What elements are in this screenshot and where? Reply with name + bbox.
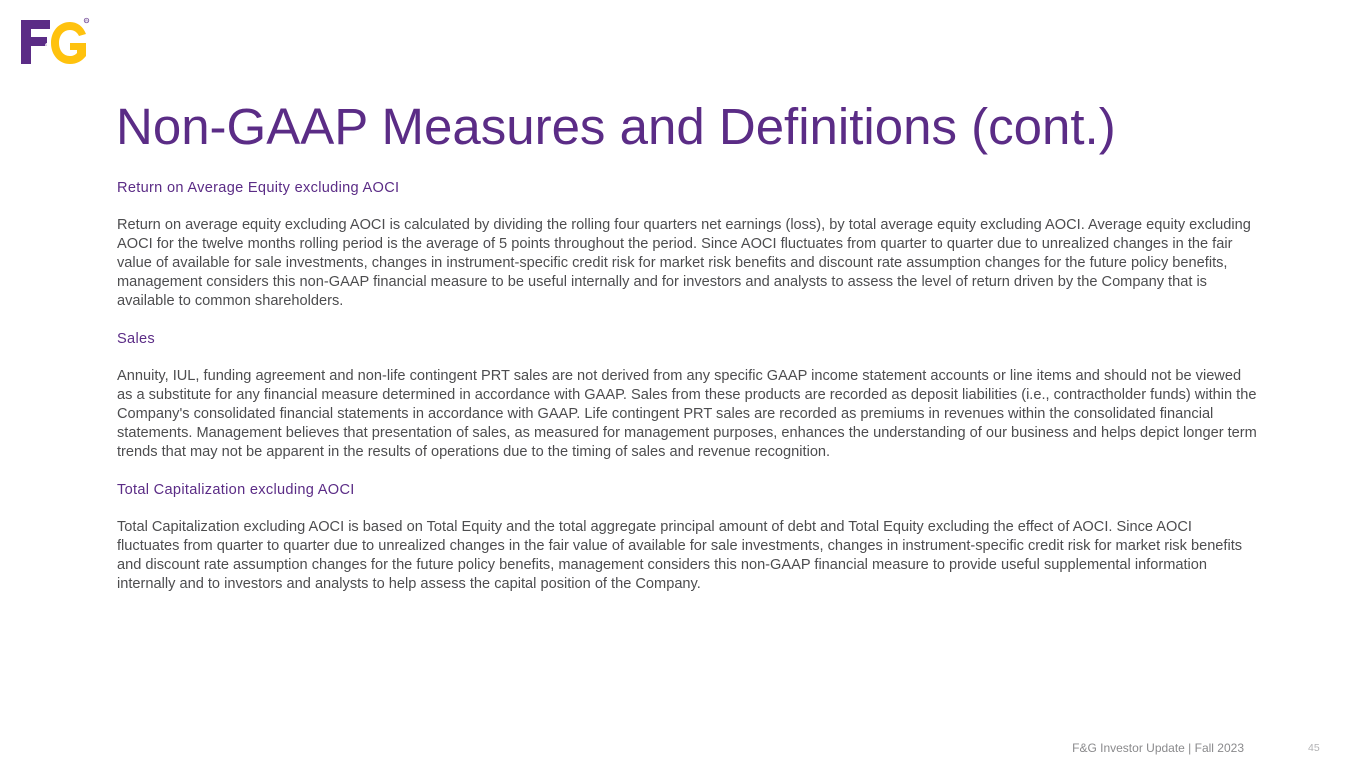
section-heading: Sales <box>117 331 156 347</box>
section-body: Total Capitalization excluding AOCI is based on Total Equity and the total aggregate principal amount of debt and Total Equity excluding the effect of AOCI. Since AOCI fluctuates from quarter to quarter due to unrealized changes in the fair value of available for sale investments, changes in instrument-specific credit risk for market risk benefits and discount rate assumption changes for the future policy benefits, management considers this non-GAAP financial measure to provide useful supplemental information internally and to investors and analysts to help assess the capital position of the Company. <box>117 519 1243 592</box>
section-body: Return on average equity excluding AOCI is calculated by dividing the rolling four quarters net earnings (loss), by total average equity excluding AOCI. Average equity excluding AOCI for the twelve months rolling period is the average of 5 points throughout the period. Since AOCI fluctuates from quarter to quarter due to unrealized changes in the fair value of available for sale investments, changes in instrument-specific credit risk for market risk benefits and discount rate assumption changes for the future policy benefits, management considers this non-GAAP financial measure to be useful internally and for investors and analysts to assess the level of return driven by the Company that is available to common shareholders. <box>117 217 1251 309</box>
section-roae <box>117 178 1257 311</box>
section-total-capitalization <box>117 480 1257 594</box>
section-body: Annuity, IUL, funding agreement and non-life contingent PRT sales are not derived from any specific GAAP income statement accounts or line items and should not be viewed as a substitute for any financial measure determined in accordance with GAAP. Sales from these products are recorded as deposit liabilities (i.e., contractholder funds) within the Company's consolidated financial statements in accordance with GAAP. Life contingent PRT sales are recorded as premiums in revenues within the consolidated financial statements. Management believes that presentation of sales, as measured for management purposes, enhances the understanding of our business and helps depict longer term trends that may not be apparent in the results of operations due to the timing of sales and revenue recognition. <box>117 368 1257 460</box>
footer-text: F&G Investor Update | Fall 2023 <box>1072 741 1244 755</box>
page-number: 45 <box>1308 742 1320 754</box>
section-heading: Total Capitalization excluding AOCI <box>117 482 355 498</box>
svg-text:&: & <box>43 40 53 55</box>
svg-text:R: R <box>85 19 88 23</box>
definitions-content <box>117 178 1257 612</box>
section-heading: Return on Average Equity excluding AOCI <box>117 180 400 196</box>
section-sales <box>117 329 1257 462</box>
page-title: Non-GAAP Measures and Definitions (cont.) <box>116 98 1116 155</box>
fg-logo <box>20 17 90 67</box>
